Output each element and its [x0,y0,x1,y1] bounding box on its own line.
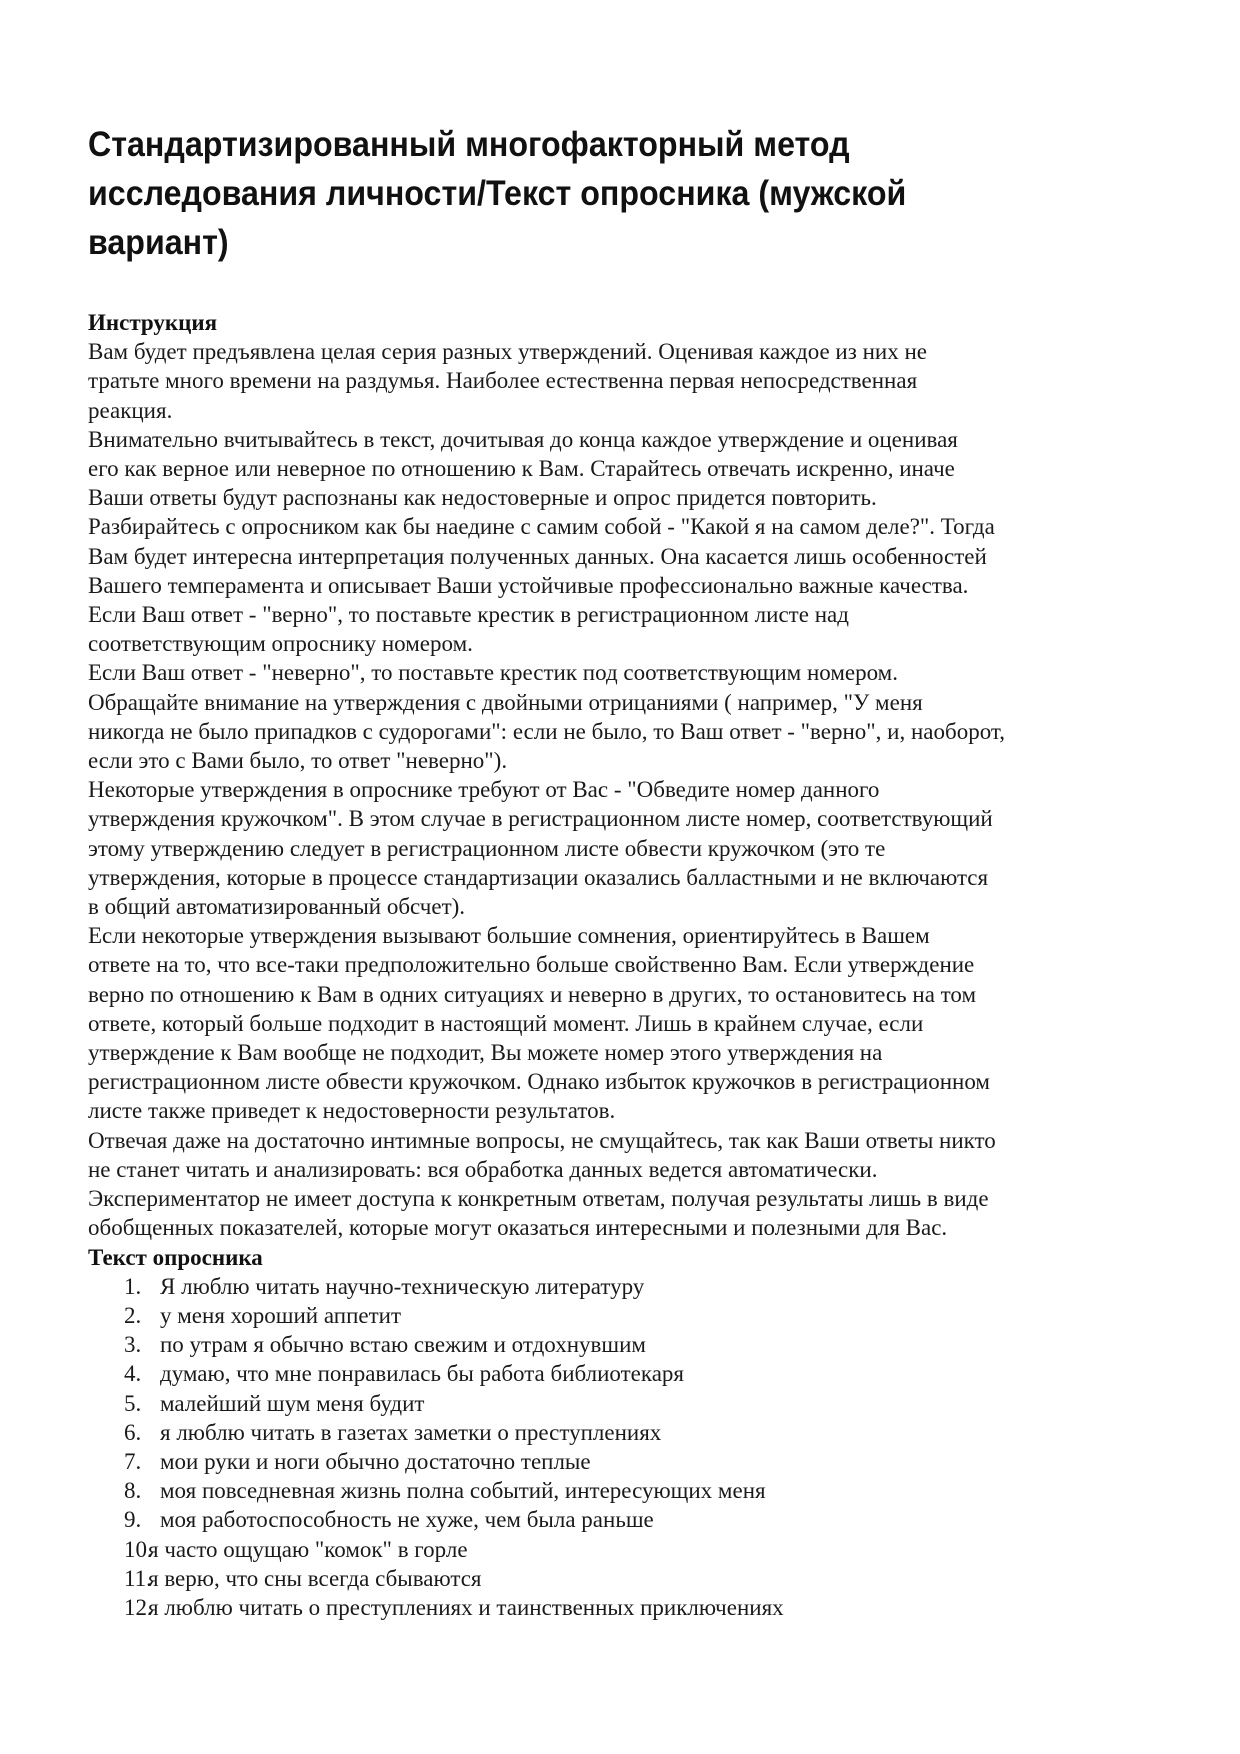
list-item [88,1389,1188,1418]
item-text: я люблю читать о преступлениях и таинственных приключениях [148,1594,784,1620]
item-number: 12. [124,1594,153,1620]
instruction-line: тратьте много времени на раздумья. Наиболее естественна первая непосредственная [88,368,918,394]
instruction-line: Если некоторые утверждения вызывают большие сомнения, ориентируйтесь в Вашем [88,923,930,949]
instruction-line: листе также приведет к недостоверности результатов. [88,1098,616,1124]
title-line: Стандартизированный многофакторный метод [88,125,850,164]
instruction-line: Вам будет интересна интерпретация полученных данных. Она касается лишь особенностей [88,543,987,569]
instruction-line: не станет читать и анализировать: вся обработка данных ведется автоматически. [88,1156,878,1182]
item-text: малейший шум меня будит [160,1390,425,1416]
item-text: я верю, что сны всегда сбываются [148,1565,482,1591]
list-item [88,1418,1188,1447]
item-text: думаю, что мне понравилась бы работа библиотекаря [160,1361,685,1387]
item-text: по утрам я обычно встаю свежим и отдохнувшим [160,1332,646,1358]
list-item [88,1593,1188,1622]
instruction-line: Если Ваш ответ - "верно", то поставьте крестик в регистрационном листе над [88,602,849,628]
instruction-line: верно по отношению к Вам в одних ситуациях и неверно в других, то остановитесь на том [88,981,977,1007]
list-item [88,1330,1188,1359]
item-text: мои руки и ноги обычно достаточно теплые [160,1448,591,1474]
instruction-line: Отвечая даже на достаточно интимные вопросы, не смущайтесь, так как Ваши ответы никто [88,1127,996,1153]
list-item [88,1476,1188,1505]
item-text: я люблю читать в газетах заметки о преступлениях [160,1419,662,1445]
instruction-line: соответствующим опроснику номером. [88,631,473,657]
list-item [88,1359,1188,1388]
title-line: исследования личности/Текст опросника (мужской [88,174,907,213]
item-text: моя повседневная жизнь полна событий, интересующих меня [160,1478,766,1504]
instruction-line: Если Ваш ответ - "неверно", то поставьте крестик под соответствующим номером. [88,660,898,686]
item-number: 8. [124,1478,142,1504]
list-item [88,1564,1188,1593]
questionnaire-list [88,1272,1188,1622]
list-item [88,1535,1188,1564]
item-number: 2. [124,1302,142,1328]
instruction-line: Внимательно вчитывайтесь в текст, дочитывая до конца каждое утверждение и оценивая [88,426,958,452]
instruction-line: если это с Вами было, то ответ "неверно"). [88,748,508,774]
instruction-line: регистрационном листе обвести кружочком. Однако избыток кружочков в регистрационном [88,1069,990,1095]
list-item [88,1301,1188,1330]
item-number: 10. [124,1536,153,1562]
questionnaire-heading: Текст опросника [88,1244,263,1270]
instruction-line: Обращайте внимание на утверждения с двойными отрицаниями ( например, "У меня [88,689,923,715]
instruction-line: ответе, который больше подходит в настоящий момент. Лишь в крайнем случае, если [88,1010,924,1036]
instruction-line: Разбирайтесь с опросником как бы наедине с самим собой - "Какой я на самом деле?". Тогда [88,514,995,540]
instruction-line: утверждения, которые в процессе стандартизации оказались балластными и не включаются [88,864,989,890]
document-title [88,120,1063,267]
item-number: 3. [124,1332,142,1358]
item-text: у меня хороший аппетит [160,1302,401,1328]
item-text: Я люблю читать научно-техническую литературу [160,1273,645,1299]
instruction-line: обобщенных показателей, которые могут оказаться интересными и полезными для Вас. [88,1215,948,1241]
item-number: 11. [124,1565,152,1591]
item-text: моя работоспособность не хуже, чем была раньше [160,1507,654,1533]
item-number: 1. [124,1273,142,1299]
item-number: 4. [124,1361,142,1387]
instruction-heading: Инструкция [88,310,218,335]
instruction-line: в общий автоматизированный обсчет). [88,894,466,920]
item-number: 6. [124,1419,142,1445]
list-item [88,1505,1188,1534]
instruction-line: Некоторые утверждения в опроснике требуют от Вас - "Обведите номер данного [88,777,880,803]
list-item [88,1447,1188,1476]
title-line: вариант) [88,223,229,262]
item-number: 7. [124,1448,142,1474]
instruction-line: Экспериментатор не имеет доступа к конкретным ответам, получая результаты лишь в виде [88,1186,989,1212]
instruction-line: Ваши ответы будут распознаны как недостоверные и опрос придется повторить. [88,485,877,511]
item-number: 9. [124,1507,142,1533]
instruction-line: реакция. [88,397,173,423]
instruction-line: его как верное или неверное по отношению к Вам. Старайтесь отвечать искренно, иначе [88,456,955,482]
instruction-line: Вашего темперамента и описывает Ваши устойчивые профессионально важные качества. [88,572,969,598]
list-item [88,1272,1188,1301]
instruction-line: утверждение к Вам вообще не подходит, Вы можете номер этого утверждения на [88,1040,883,1066]
instruction-line: утверждения кружочком". В этом случае в регистрационном листе номер, соответствующий [88,806,993,832]
instruction-line: ответе на то, что все-таки предположительно больше свойственно Вам. Если утверждение [88,952,975,978]
item-number: 5. [124,1390,142,1416]
instruction-line: никогда не было припадков с судорогами": если не было, то Ваш ответ - "верно", и, наоборот, [88,718,1005,744]
document-body [88,308,1188,1622]
instruction-line: Вам будет предъявлена целая серия разных утверждений. Оценивая каждое из них не [88,339,927,365]
item-text: я часто ощущаю "комок" в горле [148,1536,468,1562]
instruction-text [88,337,1188,1242]
instruction-line: этому утверждению следует в регистрационном листе обвести кружочком (это те [88,835,886,861]
